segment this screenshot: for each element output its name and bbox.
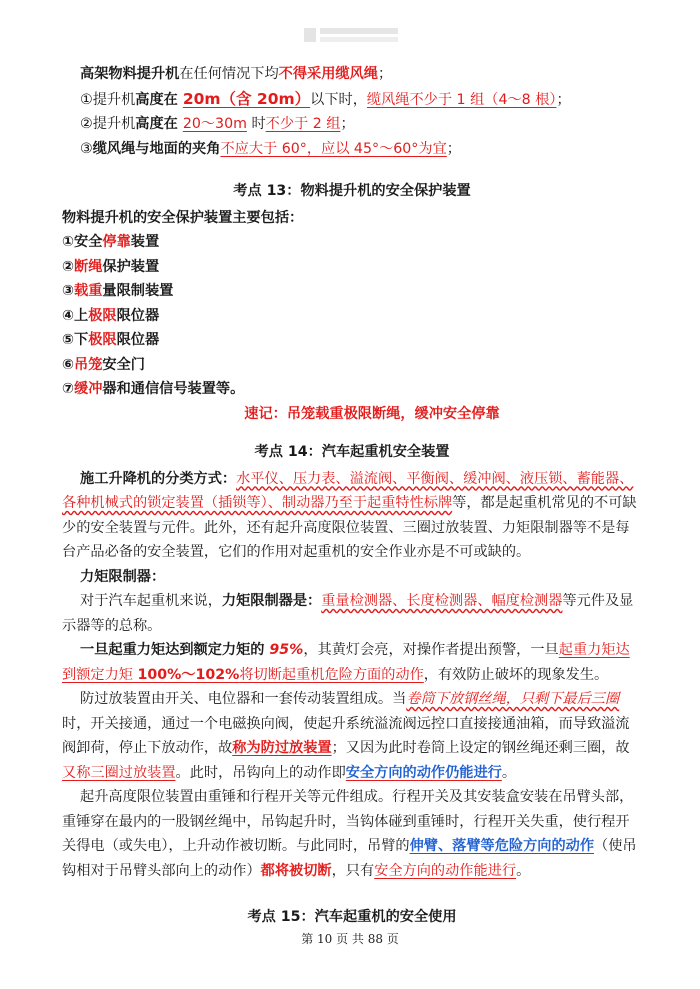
text: ①提升机 bbox=[80, 91, 136, 108]
safety-device-item bbox=[62, 304, 642, 329]
text: ，有效防止破坏的现象发生。 bbox=[423, 666, 609, 683]
text: ⑥ bbox=[62, 356, 75, 373]
text: 以下时， bbox=[310, 91, 367, 108]
text: 防过放装置由开关、电位器和一套传动装置组成。当 bbox=[80, 691, 407, 707]
text: 一旦起重力矩达到额定力矩的 bbox=[80, 642, 270, 658]
text: ⑤下 bbox=[62, 332, 89, 348]
text: 器和通信信号装置等。 bbox=[102, 381, 245, 397]
text: ③ bbox=[62, 283, 75, 299]
text: 高度在 bbox=[135, 91, 183, 108]
text: 水平仪、压力表、溢流阀、平衡阀、缓冲阀、液压锁、蓄能器、各种机械式的锁定装置（插锁等）、制动器乃至于起重特性标牌 bbox=[62, 470, 634, 511]
text: 力矩限制器是： bbox=[221, 593, 322, 609]
text: 95% bbox=[269, 642, 304, 658]
document-body bbox=[62, 62, 642, 932]
section-14-heading: 考点 14：汽车起重机安全装置 bbox=[254, 444, 450, 460]
text: 时，开关接通，通过一个电磁换向阀，使起升系统溢流阀远控口直接接通油箱，而导致溢流阀卸荷，停止下放动作，故 bbox=[62, 715, 630, 756]
text: 对于汽车起重机来说， bbox=[80, 593, 222, 609]
text: 安全方向的动作仍能进行 bbox=[345, 764, 502, 781]
text: ①安全 bbox=[62, 234, 103, 250]
text: 极限 bbox=[88, 307, 117, 324]
text: ；又因为此时卷筒上设定的钢丝绳还剩三圈，故 bbox=[331, 740, 630, 756]
text: 起重力矩达到额定力矩 bbox=[62, 642, 630, 683]
text: ③ bbox=[80, 140, 93, 157]
text: 载重 bbox=[74, 283, 103, 299]
header-logo bbox=[300, 20, 402, 50]
text: 吊笼 bbox=[74, 356, 103, 373]
text: ： bbox=[221, 470, 237, 487]
text: 高架物料提升机 bbox=[80, 66, 180, 82]
section-15-heading: 考点 15：汽车起重机的安全使用 bbox=[247, 909, 457, 925]
text: 重量检测器、长度检测器、幅度检测器 bbox=[321, 593, 563, 609]
text: ，只有 bbox=[331, 862, 375, 879]
text: 不少于 2 组 bbox=[265, 116, 341, 132]
text: 装置 bbox=[130, 234, 160, 250]
text: ； bbox=[377, 66, 393, 82]
text: 伸臂、落臂等危险方向的动作 bbox=[409, 838, 595, 854]
safety-device-item bbox=[62, 377, 642, 402]
hoist-intro-line bbox=[62, 62, 642, 87]
text: 20～30m bbox=[182, 116, 247, 132]
text: 100%～102% bbox=[137, 666, 240, 683]
text: 缆风绳与地面的夹角 bbox=[92, 140, 221, 157]
text: 不应大于 60°，应以 45°～60°为宜 bbox=[220, 140, 447, 157]
text: 。 bbox=[516, 862, 531, 879]
safety-device-list bbox=[62, 230, 642, 402]
height-limit-paragraph bbox=[62, 785, 642, 883]
torque-limiter-paragraph bbox=[62, 589, 642, 638]
safety-device-item bbox=[62, 255, 642, 280]
text: （使吊钩相对于吊臂头部向上的动作） bbox=[62, 838, 637, 879]
safety-device-item bbox=[62, 328, 642, 353]
text: ④上 bbox=[62, 307, 89, 324]
text: 量限制装置 bbox=[102, 283, 174, 299]
text: 限位器 bbox=[116, 332, 160, 348]
text: 称为防过放装置 bbox=[232, 740, 332, 756]
text: ② bbox=[62, 258, 75, 275]
text: 都将被切断 bbox=[260, 862, 332, 879]
text: 断绳 bbox=[74, 258, 103, 275]
text: 在任何情况下均 bbox=[179, 66, 279, 82]
safety-device-item bbox=[62, 279, 642, 304]
text: 时 bbox=[246, 116, 266, 132]
text: 等，都是起重机常见的不可缺少的安全装置与元件。此外，还有起升高度限位装置、三圈过放装置、力矩限制器等不是每台产品必备的安全装置，它们的作用对起重机的安全作业亦是不可或缺的。 bbox=[62, 495, 637, 560]
section-13-heading: 考点 13：物料提升机的安全保护装置 bbox=[233, 183, 471, 199]
safety-device-item bbox=[62, 230, 642, 255]
text: 又称三圈过放装置 bbox=[62, 764, 176, 781]
text: 安全门 bbox=[102, 356, 145, 373]
text: 卷筒下放钢丝绳，只剩下最后三圈 bbox=[406, 691, 620, 707]
text: 高度在 bbox=[135, 116, 183, 132]
text: 缆风绳不少于 1 组（4～8 根） bbox=[366, 91, 557, 108]
over-release-paragraph bbox=[62, 687, 642, 785]
text: 施工升降机的分类方式 bbox=[80, 470, 222, 487]
safety-device-item bbox=[62, 353, 642, 378]
text: 不得采用缆风绳 bbox=[278, 66, 378, 82]
hoist-rule-3 bbox=[62, 137, 642, 162]
text: 极限 bbox=[88, 332, 117, 348]
text: ，其黄灯会亮，对操作者提出预警，一旦 bbox=[303, 642, 559, 658]
text: ； bbox=[340, 116, 355, 132]
text: ； bbox=[446, 140, 461, 157]
text: 20m（含 20m） bbox=[182, 89, 311, 108]
hoist-rule-2 bbox=[62, 112, 642, 137]
torque-threshold-paragraph bbox=[62, 638, 642, 687]
text: 将切断起重机危险方面的动作 bbox=[239, 666, 424, 683]
text: 保护装置 bbox=[102, 258, 160, 275]
mnemonic: 速记：吊笼载重极限断绳，缓冲安全停靠 bbox=[244, 405, 500, 422]
text: 停靠 bbox=[102, 234, 131, 250]
text: 起升高度限位装置由重锤和行程开关等元件组成。行程开关及其安装盒安装在吊臂头部，重锤穿在最内的一股钢丝绳中，吊钩起升时，当钩体碰到重锤时，行程开关失重，使行程开关得电（或失电），上升动作被切断。与此同时，吊臂的 bbox=[62, 789, 634, 854]
text: 限位器 bbox=[116, 307, 160, 324]
text: 安全方向的动作能进行 bbox=[374, 862, 517, 879]
text: 缓冲 bbox=[74, 381, 103, 397]
classification-paragraph bbox=[62, 467, 642, 565]
torque-limiter-label: 力矩限制器： bbox=[80, 568, 166, 585]
text: ②提升机 bbox=[80, 116, 136, 132]
text: 等元件及显示器等的总称。 bbox=[62, 593, 634, 634]
text: ⑦ bbox=[62, 381, 75, 397]
section-13-lead: 物料提升机的安全保护装置主要包括： bbox=[62, 209, 304, 226]
text: ； bbox=[556, 91, 571, 108]
text: 。此时，吊钩向上的动作即 bbox=[175, 764, 346, 781]
page-number-footer: 第 10 页 共 88 页 bbox=[301, 932, 399, 946]
text: 。 bbox=[501, 764, 517, 781]
hoist-rule-1 bbox=[62, 87, 642, 113]
